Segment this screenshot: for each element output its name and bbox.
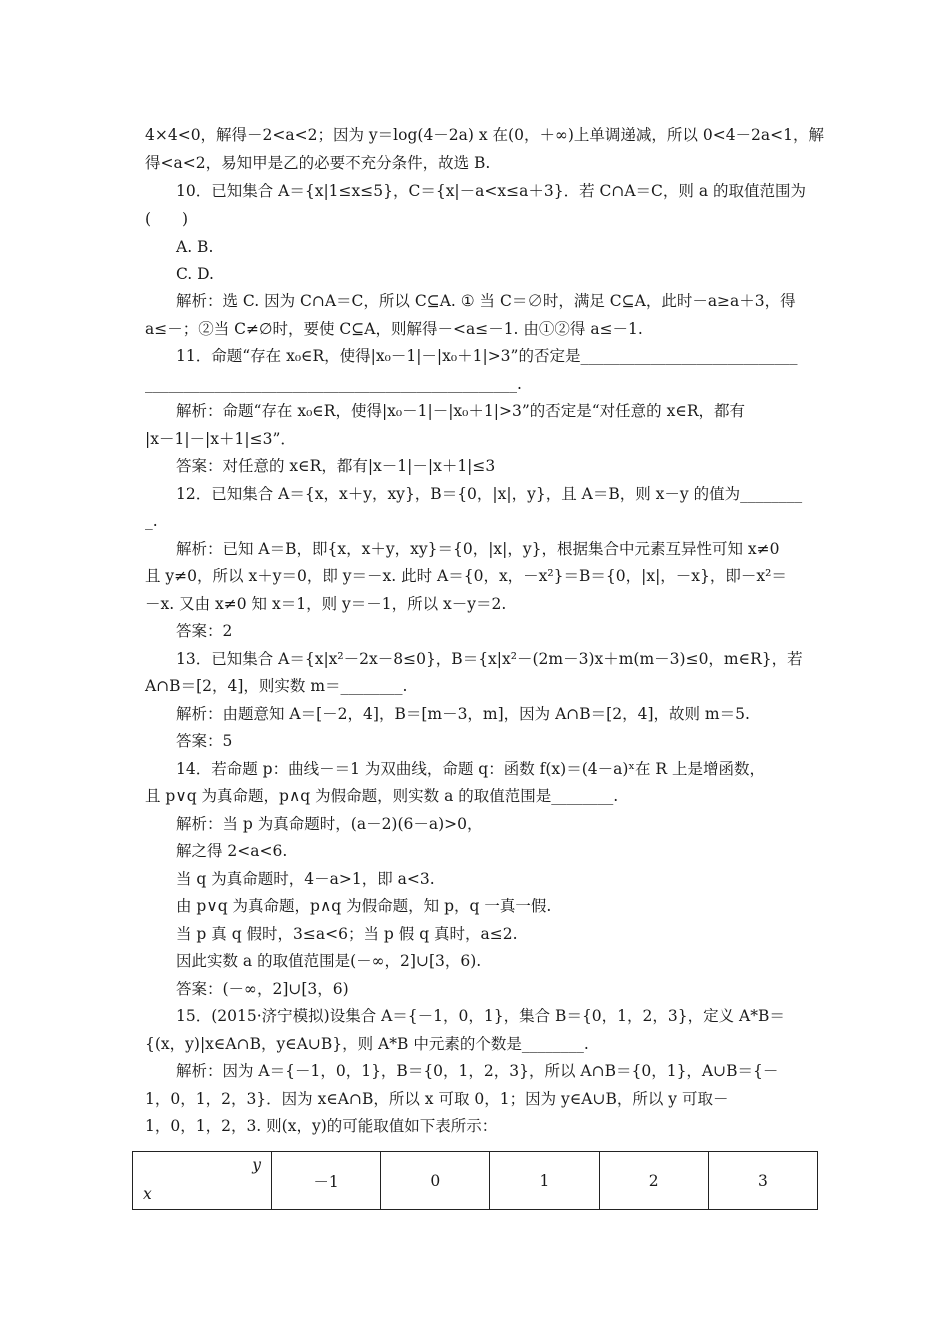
text-line: 答案：(－∞，2]∪[3，6) bbox=[176, 980, 349, 998]
table-corner-cell bbox=[133, 1152, 272, 1210]
text-line: 15．(2015·济宁模拟)设集合 A＝{－1，0，1}，集合 B＝{0，1，2，3}，定义 A*B＝ bbox=[176, 1007, 785, 1025]
table-header-cell: 0 bbox=[381, 1152, 490, 1210]
text-line: 13．已知集合 A＝{x|x²－2x－8≤0}，B＝{x|x²－(2m－3)x＋m(m－3)≤0，m∈R}，若 bbox=[176, 650, 803, 668]
text-line: A∩B＝[2，4]，则实数 m＝________. bbox=[145, 677, 408, 695]
text-line: {(x，y)|x∈A∩B，y∈A∪B}，则 A*B 中元素的个数是________. bbox=[145, 1035, 589, 1053]
text-line: 12．已知集合 A＝{x，x＋y，xy}，B＝{0，|x|，y}，且 A＝B，则 x－y 的值为________ bbox=[176, 485, 803, 503]
text-line: 得<a<2，易知甲是乙的必要不充分条件，故选 B. bbox=[145, 154, 491, 172]
xy-value-table bbox=[132, 1151, 818, 1210]
table-header-cell: 3 bbox=[708, 1152, 817, 1210]
text-line: 当 q 为真命题时，4－a>1，即 a<3. bbox=[176, 870, 435, 888]
table-header-cell: －1 bbox=[272, 1152, 381, 1210]
text-line: 答案：5 bbox=[176, 732, 233, 750]
text-line: 解析：由题意知 A＝[－2，4]，B＝[m－3，m]，因为 A∩B＝[2，4]，故则 m＝5. bbox=[176, 705, 750, 723]
text-line: 且 p∨q 为真命题，p∧q 为假命题，则实数 a 的取值范围是________. bbox=[145, 787, 619, 805]
text-line: 11．命题“存在 x₀∈R，使得|x₀－1|－|x₀＋1|>3”的否定是____________________________ bbox=[176, 347, 798, 365]
text-line: 解析：当 p 为真命题时，(a－2)(6－a)>0， bbox=[176, 815, 483, 833]
text-line: 因此实数 a 的取值范围是(－∞，2]∪[3，6). bbox=[176, 952, 482, 970]
text-line: 10．已知集合 A＝{x|1≤x≤5}，C＝{x|－a<x≤a＋3}．若 C∩A＝C，则 a 的取值范围为 bbox=[176, 182, 806, 200]
text-line: 1，0，1，2，3. 则(x，y)的可能取值如下表所示： bbox=[145, 1117, 498, 1135]
text-line: 答案：对任意的 x∈R，都有|x－1|－|x＋1|≤3 bbox=[176, 457, 496, 475]
text-line: 1，0，1，2，3}．因为 x∈A∩B，所以 x 可取 0，1；因为 y∈A∪B，所以 y 可取－ bbox=[145, 1090, 729, 1108]
text-line: |x－1|－|x＋1|≤3”． bbox=[145, 430, 296, 448]
text-line: 当 p 真 q 假时，3≤a<6；当 p 假 q 真时，a≤2. bbox=[176, 925, 518, 943]
text-line: －x. 又由 x≠0 知 x＝1，则 y＝－1，所以 x－y＝2. bbox=[145, 595, 507, 613]
table-row bbox=[133, 1152, 818, 1210]
text-line: 且 y≠0，所以 x＋y＝0，即 y＝－x. 此时 A＝{0，x，－x²}＝B＝{0，|x|，－x}，即－x²＝ bbox=[145, 567, 787, 585]
text-line: 14．若命题 p：曲线－＝1 为双曲线，命题 q：函数 f(x)＝(4－a)ˣ在 R 上是增函数， bbox=[176, 760, 766, 778]
text-line: 由 p∨q 为真命题，p∧q 为假命题，知 p，q 一真一假. bbox=[176, 897, 552, 915]
table-header-cell: 2 bbox=[599, 1152, 708, 1210]
text-line: 解析：命题“存在 x₀∈R，使得|x₀－1|－|x₀＋1|>3”的否定是“对任意的 x∈R，都有 bbox=[176, 402, 745, 420]
text-line: a≤－；②当 C≠∅时，要使 C⊆A，则解得－<a≤－1. 由①②得 a≤－1. bbox=[145, 320, 643, 338]
text-line: C. D. bbox=[176, 265, 214, 283]
table-header-cell: 1 bbox=[490, 1152, 599, 1210]
text-line: 解析：选 C. 因为 C∩A＝C，所以 C⊆A. ① 当 C＝∅时，满足 C⊆A，此时－a≥a＋3，得 bbox=[176, 292, 796, 310]
text-line: _. bbox=[145, 512, 158, 530]
corner-y-label: y bbox=[252, 1156, 261, 1174]
text-line: ( ) bbox=[145, 210, 189, 228]
text-line: 解之得 2<a<6. bbox=[176, 842, 288, 860]
corner-x-label: x bbox=[143, 1185, 152, 1203]
text-line: 答案：2 bbox=[176, 622, 233, 640]
text-line: A. B. bbox=[176, 238, 214, 256]
text-line: 解析：因为 A＝{－1，0，1}，B＝{0，1，2，3}，所以 A∩B＝{0，1}，A∪B＝{－ bbox=[176, 1062, 779, 1080]
text-line: 解析：已知 A＝B，即{x，x＋y，xy}＝{0，|x|，y}，根据集合中元素互异性可知 x≠0 bbox=[176, 540, 780, 558]
text-line: ________________________________________________. bbox=[145, 375, 522, 393]
text-line: 4×4<0，解得－2<a<2；因为 y＝log(4－2a) x 在(0，＋∞)上单调递减，所以 0<4－2a<1，解 bbox=[145, 126, 825, 144]
